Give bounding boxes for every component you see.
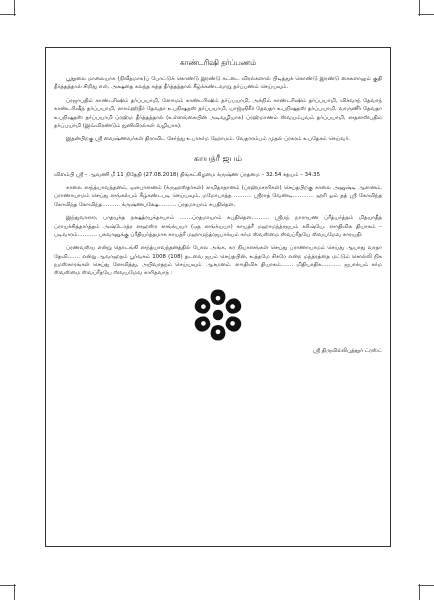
section1-paragraph: இதன்பிறகு ஸ்ரீ வைஷ்ணவர்கள் திராவிட சேர்ந்து உபாகர்ம ஹோமம். வேதாரம்பம் முதல் ப்ரகரம் உபதேசம் செய்வர். bbox=[66, 136, 350, 143]
section1-paragraph: ப்ரஜாபதிம் காண்டரிஷிம் தர்ப்பயாமி, ஸோமம் காண்டரிஷிம் தர்ப்பயாமி, அக்நிம் காண்டரிஷிம் தர்ப்பயாமி, விச்வாந் தேவாந் காண்டரிஷீந் தர்ப்பயாமி, ஸாம்ஹிதீர் தேவதா உபநிஷதஸ் தர்ப்பயாமி, யாஜ்ஞிகீர் தேவதா உபநிஷதஸ் தர்ப்பயாமி, வாருணீர் தேவதா உபநிஷதஸ் தர்ப்பயாமி ப்ரஹ்ம தீர்த்தத்தால் (உள்ளங்கையின் அடிவழியாக) ப்ரஹ்மாணம் ஸ்வயம்புவம் தர்ப்பயாமி, ஸதஸஸ்பதிம் தர்ப்பயாமி (இவ்விரண்டும் நுனிவிரல்கள் வழியாக). bbox=[54, 97, 382, 129]
crop-mark bbox=[418, 14, 434, 15]
section2-paragraph: காலை ஸந்த்யாவந்தனம், ஔபாஸனம் (க்ருஹஸ்தர்கள்) ஸமிதாதானம் (ப்ரஹ்மசாரிகள்) செய்தபிறகு காலை அனுஷ்டி ஆஸனம், ப்ராணாயாமம் செய்து ஸங்கல்பம் கீழ்கண்டபடி செய்யவும். மமோபாத்த ………. ஸ்ரீராத் வேண்டி………… ஹரி ஓம் தத் ஸ்ரீ கோவிந்த கோவிந்த கோவிந்த………. க்ருஷ்ணபக்ஷே………. ப்ரதமாயாம் சுபதிதௌ, bbox=[54, 185, 382, 208]
section1-title: காண்டரிஷி தர்ப்பணம் bbox=[179, 58, 257, 67]
section2-paragraph: இந்துவாஸர, பாதயுக்த நக்ஷத்ரயுக்தாயாம் …….ப்ரதமாயாம் சுபதிதௌ………. ஸ்ரீமந் நாராயண ப்ரீத்யர்த்தம் மிதயாதீத ப்ராயச்சித்தார்த்தம் அஷ்டோத்ர ஸஹஸ்ர ஸங்க்யயா (ஏத ஸங்க்யயா) காயத்ரீ மஹாமந்த்ரஜபம் கரிஷ்யே. ஸாதிவிக தியாகம் – படிவாரம்……….. பகவானுக்கு ப்ரீதியர்த்தமாக காயத்ரீ மஹாமந்த்ரஜபாக்யம் கர்ம ஸ்வஸ்மை ஸ்வப்ரீதயே ஸ்வயமேவ காரயதி. bbox=[54, 215, 382, 238]
emblem-icon bbox=[189, 286, 247, 344]
section1-paragraph: பூநூலை மாலையாக (நிவீதமாக)ப் போட்டுக் கொண்டு இரண்டு கட்டை விரல்களால் பிடித்துக் கொண்டு இரண்டு கைகளாலும் குதி தீர்த்தத்தால் சிறிது எள், அக்ஷதை கலந்த சுத்த தீர்த்தத்தால் கீழ்க்கண்டவாறு தர்ப்பணம் செய்யவும். bbox=[54, 76, 382, 91]
crop-mark bbox=[418, 585, 434, 586]
page-frame bbox=[45, 47, 391, 547]
section2-title: காயத்ரீ ஜபம் bbox=[193, 152, 243, 163]
crop-mark bbox=[419, 584, 420, 600]
crop-mark bbox=[14, 584, 15, 600]
section2-paragraph: ப்ரணவஸ்ய என்று தொடங்கி ஸந்த்யாவந்தனத்தில் போல அங்க, கர நியாஸங்கள் செய்து ப்ராணாயாமம் செய்து ஆயாது வரதா தேவி……. என்று ஆவாஹநம் பூர்வகம் 1008 (108) தடவை ஜபம் செய்தபின், உத்தமே சிகரே என்ற மந்த்ரத்தை மட்டும் சொல்லி நிக நமஸ்காரங்கள் செய்து ஸேவித்து, அபிவாதநம் செய்யவும். ஆசமனம். ஸாதிவிக தியாகம்……. மிதியாதிக……….. ஜபாக்யம் கர்ம ஸ்வஸ்மை ஸ்வப்ரீதயே ஸ்வயமேவ காரிதவாந் : bbox=[54, 245, 382, 277]
crop-mark bbox=[419, 0, 420, 16]
signature: ஸ்ரீ திருவில்லிபுத்தூர் ட்ரஸ்ட் bbox=[312, 347, 382, 354]
dateline: விளம்பி ஸ்ரீ – ஆவணி மீ 11 நிதேதி (27.08.2018) திங்கட்கிழமை க்ருஷ்ண ப்ரதமை – 32.54 சதயம் – 34.35 bbox=[54, 171, 321, 178]
crop-mark bbox=[14, 0, 15, 16]
